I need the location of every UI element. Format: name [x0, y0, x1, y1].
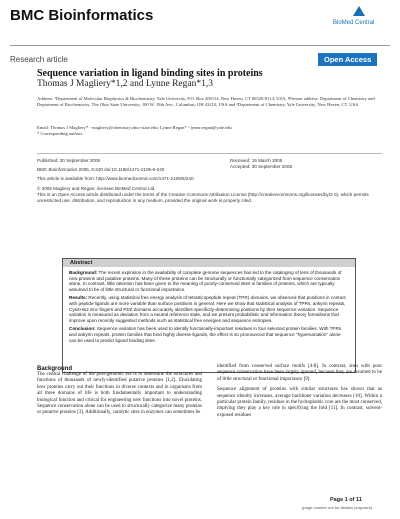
journal-title: BMC Bioinformatics — [10, 7, 154, 24]
paragraph: identified from conserved surface motifs [4-8]. In contrast, sites with poor sequence conservation have been largely ignored, because they are assumed to be of little structural or functional importance [9]. — [217, 364, 382, 382]
logo-icon — [353, 6, 365, 16]
page-number: Page 1 of 11 — [330, 497, 362, 503]
article-type: Research article — [10, 55, 68, 64]
header-divider — [10, 45, 390, 46]
abstract-background: Background: The recent explosion in the availability of complete genome sequences has led to the cataloging of tens of thousands of new proteins and putative proteins. Many of these proteins can be structurally or functionally categorized from sequence conservation alone. In contrast, little attention has been given to the meaning of poorly-conserved sites in families of proteins, which are typically assumed to be of little structural or functional importance. — [69, 270, 342, 292]
email-block — [37, 125, 382, 137]
abstract-conclusion: Conclusion: Sequence variation has been used to identify functionally-important residues in four selected protein families. With TPRs and ankyrin repeats, protein families that bind highly diverse ligands, the effect is so pronounced that sequence "hypervariation" alone can be used to predict ligand binding sites. — [69, 326, 342, 343]
abstract-heading: Abstract — [63, 259, 355, 267]
logo-text: BioMed Central — [333, 20, 375, 26]
body-column-left — [37, 372, 202, 421]
received-date: Received: 15 March 2005 — [230, 158, 283, 163]
page-note: (page number not for citation purposes) — [302, 505, 373, 510]
article-title: Sequence variation in ligand binding sites in proteins — [37, 68, 263, 79]
paragraph: The central challenge of the post-genomic era is to determine the structures and functions of thousands of newly-identified putative proteins [1,2]. Elucidating how proteins carry out their functions in diverse contexts and in organisms from all three domains of life is both fundamentally important to understanding biological function and critical for engineering new functions into novel proteins. Sequence conservation alone can be used to structurally categorize many proteins or putative proteins [3]. Additionally, catalytic sites in enzymes can sometimes be — [37, 372, 202, 416]
citation: BMC Bioinformatics 2005, 6:240 doi:10.1186/1471-2105-6-240 — [37, 167, 165, 172]
abstract-box — [62, 258, 356, 373]
body-column-right — [217, 364, 382, 423]
divider — [37, 153, 382, 154]
abstract-body — [69, 270, 349, 346]
affiliations: Address: ¹Department of Molecular Biophysics & Biochemistry, Yale University, P.O. Box 208114, New Haven, CT 06520-8114, USA, ²Present address: Department of Chemistry and Department of Biochemistry, The Ohio State University, 100 W. 18th Ave., Columbus, OH 43210, USA and ³Department of Chemistry, Yale University, New Haven, CT, USA — [37, 96, 375, 108]
paragraph: Sequence alignment of proteins with similar structures has shown that as sequence identity increases, average backbone variation decreases [10]. Within a particular protein family, residues in the hydrophobic core are the most conserved, implying they play a key role in specifying the fold [11]. In contrast, solvent-exposed residues — [217, 387, 382, 418]
biomed-central-logo — [333, 6, 383, 34]
copyright: © 2005 Magliery and Regan; licensee BioMed Central Ltd. — [37, 186, 156, 191]
background-heading: Background — [37, 366, 73, 372]
open-access-badge: Open Access — [318, 53, 377, 66]
abstract-results: Results: Recently, using statistical free energy analysis of tetratricopeptide repeat (TPR) domains, we observed that positions in contact with peptide ligands are more variable than surface positions in general. Here we show that statistical analysis of TPRs, ankyrin repeats, Cys2His2 zinc fingers and PDZ domains accurately identifies specificity-determining positions by their sequence variation. Sequence variation is measured as deviation from a neutral reference state, and we present probabilistic and information theory formalisms that improve upon recently suggested methods such as statistical free energies and sequence entropies. — [69, 295, 346, 323]
online-url: This article is available from: http://www.biomedcentral.com/1471-2105/6/240 — [37, 176, 194, 181]
license-block — [37, 186, 382, 204]
accepted-date: Accepted: 30 September 2005 — [230, 164, 293, 169]
published-date: Published: 30 September 2005 — [37, 158, 101, 163]
email-line: Email: Thomas J Magliery* - magliery@chemistry.ohio-state.edu; Lynne Regan* - lynne.regan@yale.edu — [37, 125, 232, 130]
corresponding-note: * Corresponding authors — [37, 131, 83, 137]
license-text: This is an Open Access article distributed under the terms of the Creative Commons Attribution License (http://creativecommons.org/licenses/by/2.0), which permits unrestricted use, distribution, and reproduction in any medium, provided the original work is properly cited. — [37, 192, 369, 203]
authors: Thomas J Magliery*1,2 and Lynne Regan*1,3 — [37, 79, 213, 89]
